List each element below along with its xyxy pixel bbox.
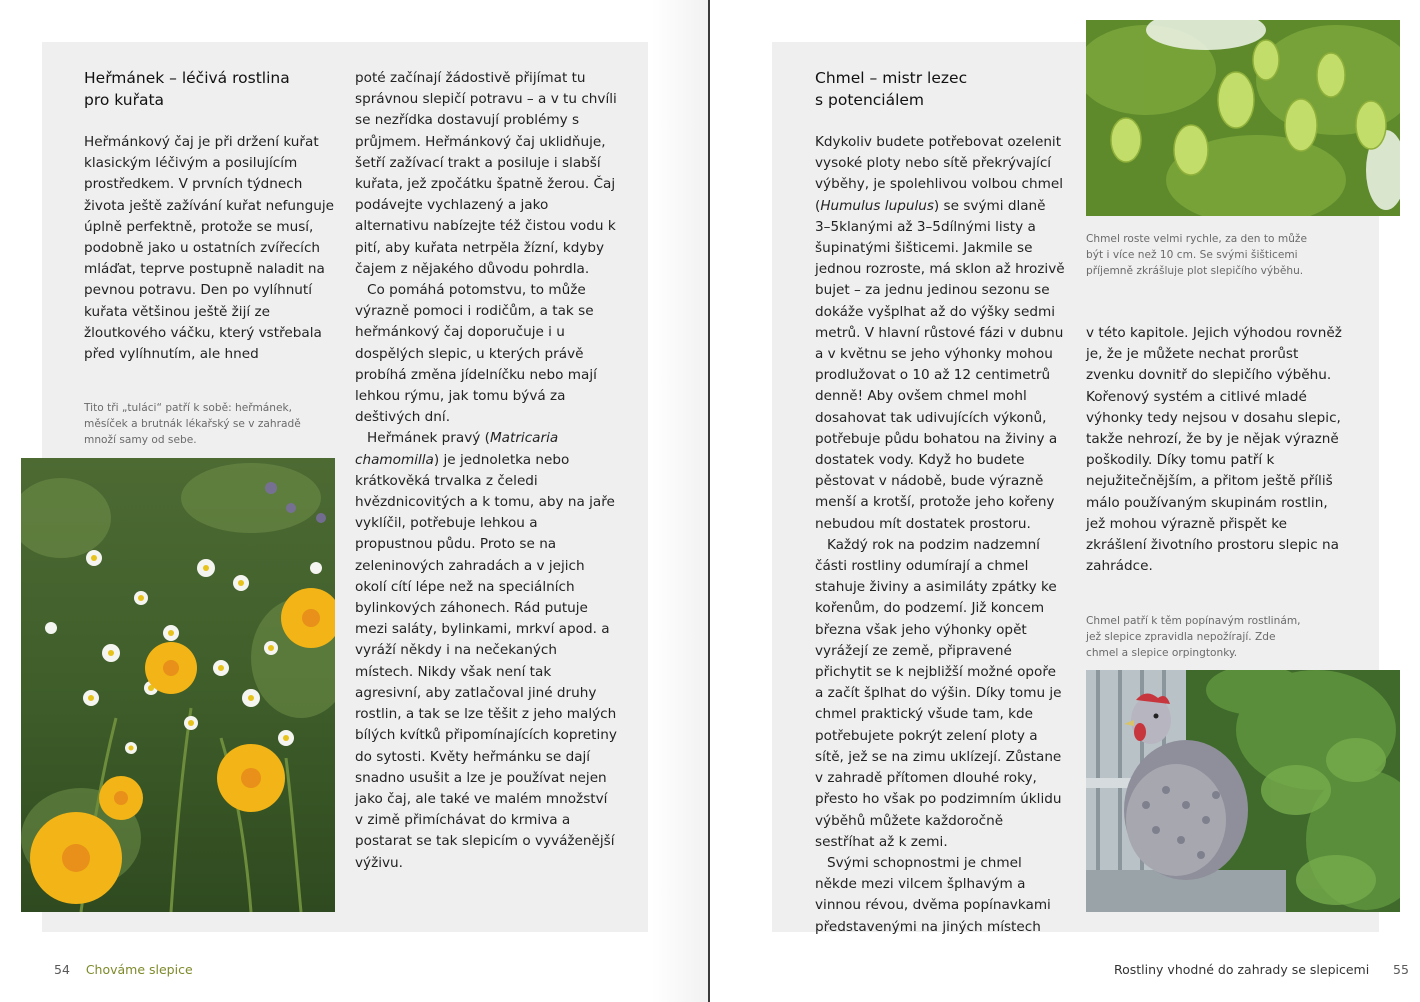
chamomile-heading-line-2: pro kuřata (84, 91, 165, 109)
hop-cones-photo (1086, 20, 1400, 216)
chamomile-column-2 (355, 68, 617, 874)
hops-continued-paragraph: v této kapitole. Jejich výhodou rovněž je, že je můžete nechat prorůst zvenku dovnitř do slepičího výběhu. Kořenový systém a citlivé mladé výhonky tedy nejsou v dosahu slepic, takže nehrozí, že by je nějak výrazně poškodily. Díky tomu patří k nejužitečnějším, a přitom ještě příliš málo používaným skupinám rostlin, jež mohou výrazně přispět ke zkrášlení životního prostoru slepic na zahrádce. (1086, 325, 1342, 575)
chamomile-intro-paragraph: Heřmánkový čaj je při držení kuřat klasickým léčivým a posilujícím prostředkem. V prvních týdnech života ještě zažívání kuřat nefunguje úplně perfektně, protože se musí, podobně jako u ostatních zvířecích mláďat, teprve postupně naladit na pevnou potravu. Den po vylíhnutí kuřata většinou ještě žijí ze žloutkového váčku, který vstřebala před vylíhnutím, ale hned (84, 134, 334, 363)
hops-column-1 (815, 132, 1065, 938)
hops-heading (815, 67, 1075, 111)
chamomile-p3-after: ) je jednoletka nebo krátkověká trvalka z čeledi hvězdnicovitých a k tomu, aby na jaře vyklíčil, potřebuje lehkou a propustnou půdu. Proto se na zeleninových zahradách a v jejich okolí cítí lépe než na speciálních bylinkových záhonech. Rád putuje mezi saláty, bylinkami, mrkví apod. a vyráží někdy i na nečekaných místech. Nikdy však není tak agresivní, aby zatlačoval jiné druhy rostlin, a tak se lze těšit z jeho malých bílých kvítků připomínajících kopretiny do sytosti. Květy heřmánku se dají snadno usušit a lze je používat nejen jako čaj, ale také ve malém množství v zimě přimíchávat do krmiva a postarat se tak slepicím o vyváženější výživu. (355, 451, 617, 871)
hen-and-hops-photo (1086, 670, 1400, 912)
hen-photo-caption: Chmel patří k těm popínavým rostlinám, jež slepice zpravidla nepožírají. Zde chmel a slepice orpingtonky. (1086, 615, 1301, 659)
chamomile-photo (21, 458, 335, 912)
chamomile-heading (84, 67, 344, 111)
left-page-number: 54 (54, 962, 70, 977)
hops-paragraph-2: Každý rok na podzim nadzemní části rostliny odumírají a chmel stahuje živiny a asimiláty zpátky ke kořenům, do podzemí. Již koncem března však jeho výhonky opět vyrážejí ze země, připravené přichytit se k nejbližší možné opoře a začít šplhat do výšin. Díky tomu je chmel praktický všude tam, kde potřebujete pokrýt zelení ploty a sítě, jež se na zimu uklízejí. Zůstane v zahradě přítomen dlouhé roky, přesto ho však po podzimním úklidu výběhů můžete každoročně sestříhat až k zemi. (815, 536, 1062, 850)
hops-column-2 (1086, 323, 1344, 577)
hop-cones-caption: Chmel roste velmi rychle, za den to může být i více než 10 cm. Se svými šišticemi příjemně zkrášluje plot slepičího výběhu. (1086, 233, 1307, 277)
hops-p1-after: ) se svými dlaně 3–5klanými až 3–5dílnými listy a šupinatými šišticemi. Jakmile se jednou rozroste, má sklon až hrozivě bujet – za jednu jedinou sezonu se dokáže vyšplhat až do výšky sedmi metrů. V hlavní růstové fázi v dubnu a v květnu se jeho výhonky mohou prodlužovat o 10 až 12 centimetrů denně! Aby ovšem chmel mohl dosahovat tak udivujících výkonů, potřebuje půdu bohatou na živiny a dostatek vody. Když ho budete pěstovat v nádobě, bude výrazně menší a krotší, protože jeho kořeny nebudou mít dostatek prostoru. (815, 197, 1065, 532)
chamomile-heading-line-1: Heřmánek – léčivá rostlina (84, 69, 290, 87)
chamomile-p3-before: Heřmánek pravý ( (367, 430, 490, 447)
hops-heading-line-2: s potenciálem (815, 91, 925, 109)
chamomile-photo-caption: Tito tři „tuláci“ patří k sobě: heřmánek, měsíček a brutnák lékařský se v zahradě množí samy od sebe. (84, 402, 301, 446)
chamomile-paragraph-3 (355, 428, 617, 873)
hops-paragraph-1 (815, 132, 1065, 535)
left-page (0, 0, 709, 1002)
chamomile-column-1 (84, 132, 336, 365)
hops-heading-line-1: Chmel – mistr lezec (815, 69, 968, 87)
chamomile-paragraph-2: Co pomáhá potomstvu, to může výrazně pomoci i rodičům, a tak se heřmánkový čaj doporučuje i u dospělých slepic, u kterých právě probíhá změna jídelníčku nebo mají lehkou rýmu, jak tomu bývá za deštivých dní. (355, 282, 597, 426)
chamomile-paragraph-1: poté začínají žádostivě přijímat tu správnou slepičí potravu – a v tu chvíli se nezřídka dostavují problémy s průjmem. Heřmánkový čaj uklidňuje, šetří zažívací trakt a posiluje i slabší kuřata, jež zpočátku špatně žerou. Čaj podávejte vychlazený a jako alternativu nabízejte též čistou vodu k pití, aby kuřata netrpěla žízní, kdyby čajem z nějakého důvodu pohrdla. (355, 70, 617, 277)
right-page-number: 55 (1393, 962, 1409, 977)
book-gutter (708, 0, 710, 1002)
hops-p1-before: Kdykoliv budete potřebovat ozelenit vysoké ploty nebo sítě překrývající výběhy, je spolehlivou volbou chmel ( (815, 134, 1063, 214)
left-section-title: Chováme slepice (85, 962, 193, 977)
hops-paragraph-3: Svými schopnostmi je chmel někde mezi vilcem šplhavým a vinnou révou, dvěma popínavkami představenými na jiných místech (815, 854, 1051, 935)
right-folio (1114, 962, 1409, 977)
hops-latin-name: Humulus lupulus (820, 197, 934, 214)
chamomile-latin-name: Matricaria chamomilla (355, 430, 559, 468)
left-folio (54, 962, 193, 977)
right-section-title: Rostliny vhodné do zahrady se slepicemi (1114, 962, 1370, 977)
